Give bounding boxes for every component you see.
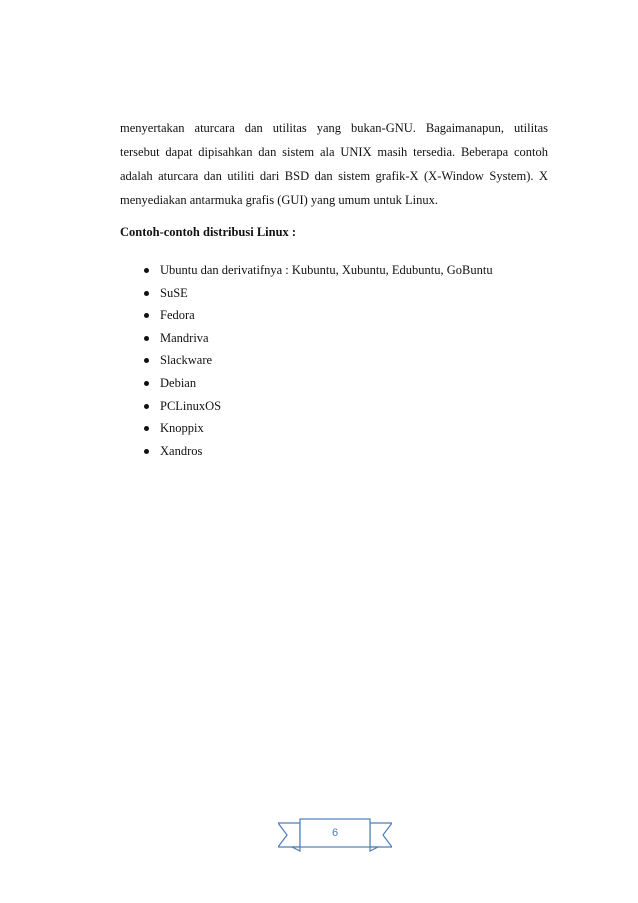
bullet-icon [144, 449, 149, 454]
bullet-icon [144, 426, 149, 431]
list-item-text: Knoppix [160, 421, 204, 436]
list-item [120, 420, 493, 443]
bullet-icon [144, 268, 149, 273]
body-paragraph [120, 116, 548, 212]
list-item-text: SuSE [160, 285, 188, 300]
bullet-icon [144, 358, 149, 363]
bullet-icon [144, 291, 149, 296]
list-item-text: PCLinuxOS [160, 398, 222, 413]
bullet-icon [144, 381, 149, 386]
section-heading: Contoh-contoh distribusi Linux : [120, 225, 297, 239]
list-item [120, 352, 493, 375]
page-number-ribbon [278, 818, 392, 852]
paragraph-line: adalah aturcara dan utiliti dari BSD dan sistem grafik-X (X-Window System). X [120, 169, 548, 183]
list-item-text: Mandriva [160, 330, 209, 345]
paragraph-line: menyediakan antarmuka grafis (GUI) yang umum untuk Linux. [120, 193, 438, 207]
list-item-text: Debian [160, 375, 197, 390]
list-item [120, 307, 493, 330]
paragraph-line: tersebut dapat dipisahkan dan sistem ala UNIX masih tersedia. Beberapa contoh [120, 145, 548, 159]
list-item [120, 398, 493, 421]
bullet-icon [144, 336, 149, 341]
paragraph-line: menyertakan aturcara dan utilitas yang bukan-GNU. Bagaimanapun, utilitas [120, 121, 548, 135]
page-number: 6 [331, 827, 339, 839]
bullet-icon [144, 404, 149, 409]
list-item-text: Ubuntu dan derivatifnya : Kubuntu, Xubuntu, Edubuntu, GoBuntu [160, 263, 493, 277]
list-item [120, 330, 493, 353]
list-item-text: Slackware [160, 353, 213, 368]
list-item [120, 375, 493, 398]
bullet-icon [144, 313, 149, 318]
list-item [120, 285, 493, 308]
list-item [120, 262, 493, 285]
distribution-list [120, 262, 493, 465]
list-item-text: Xandros [160, 443, 203, 458]
list-item-text: Fedora [160, 308, 195, 323]
list-item [120, 443, 493, 466]
